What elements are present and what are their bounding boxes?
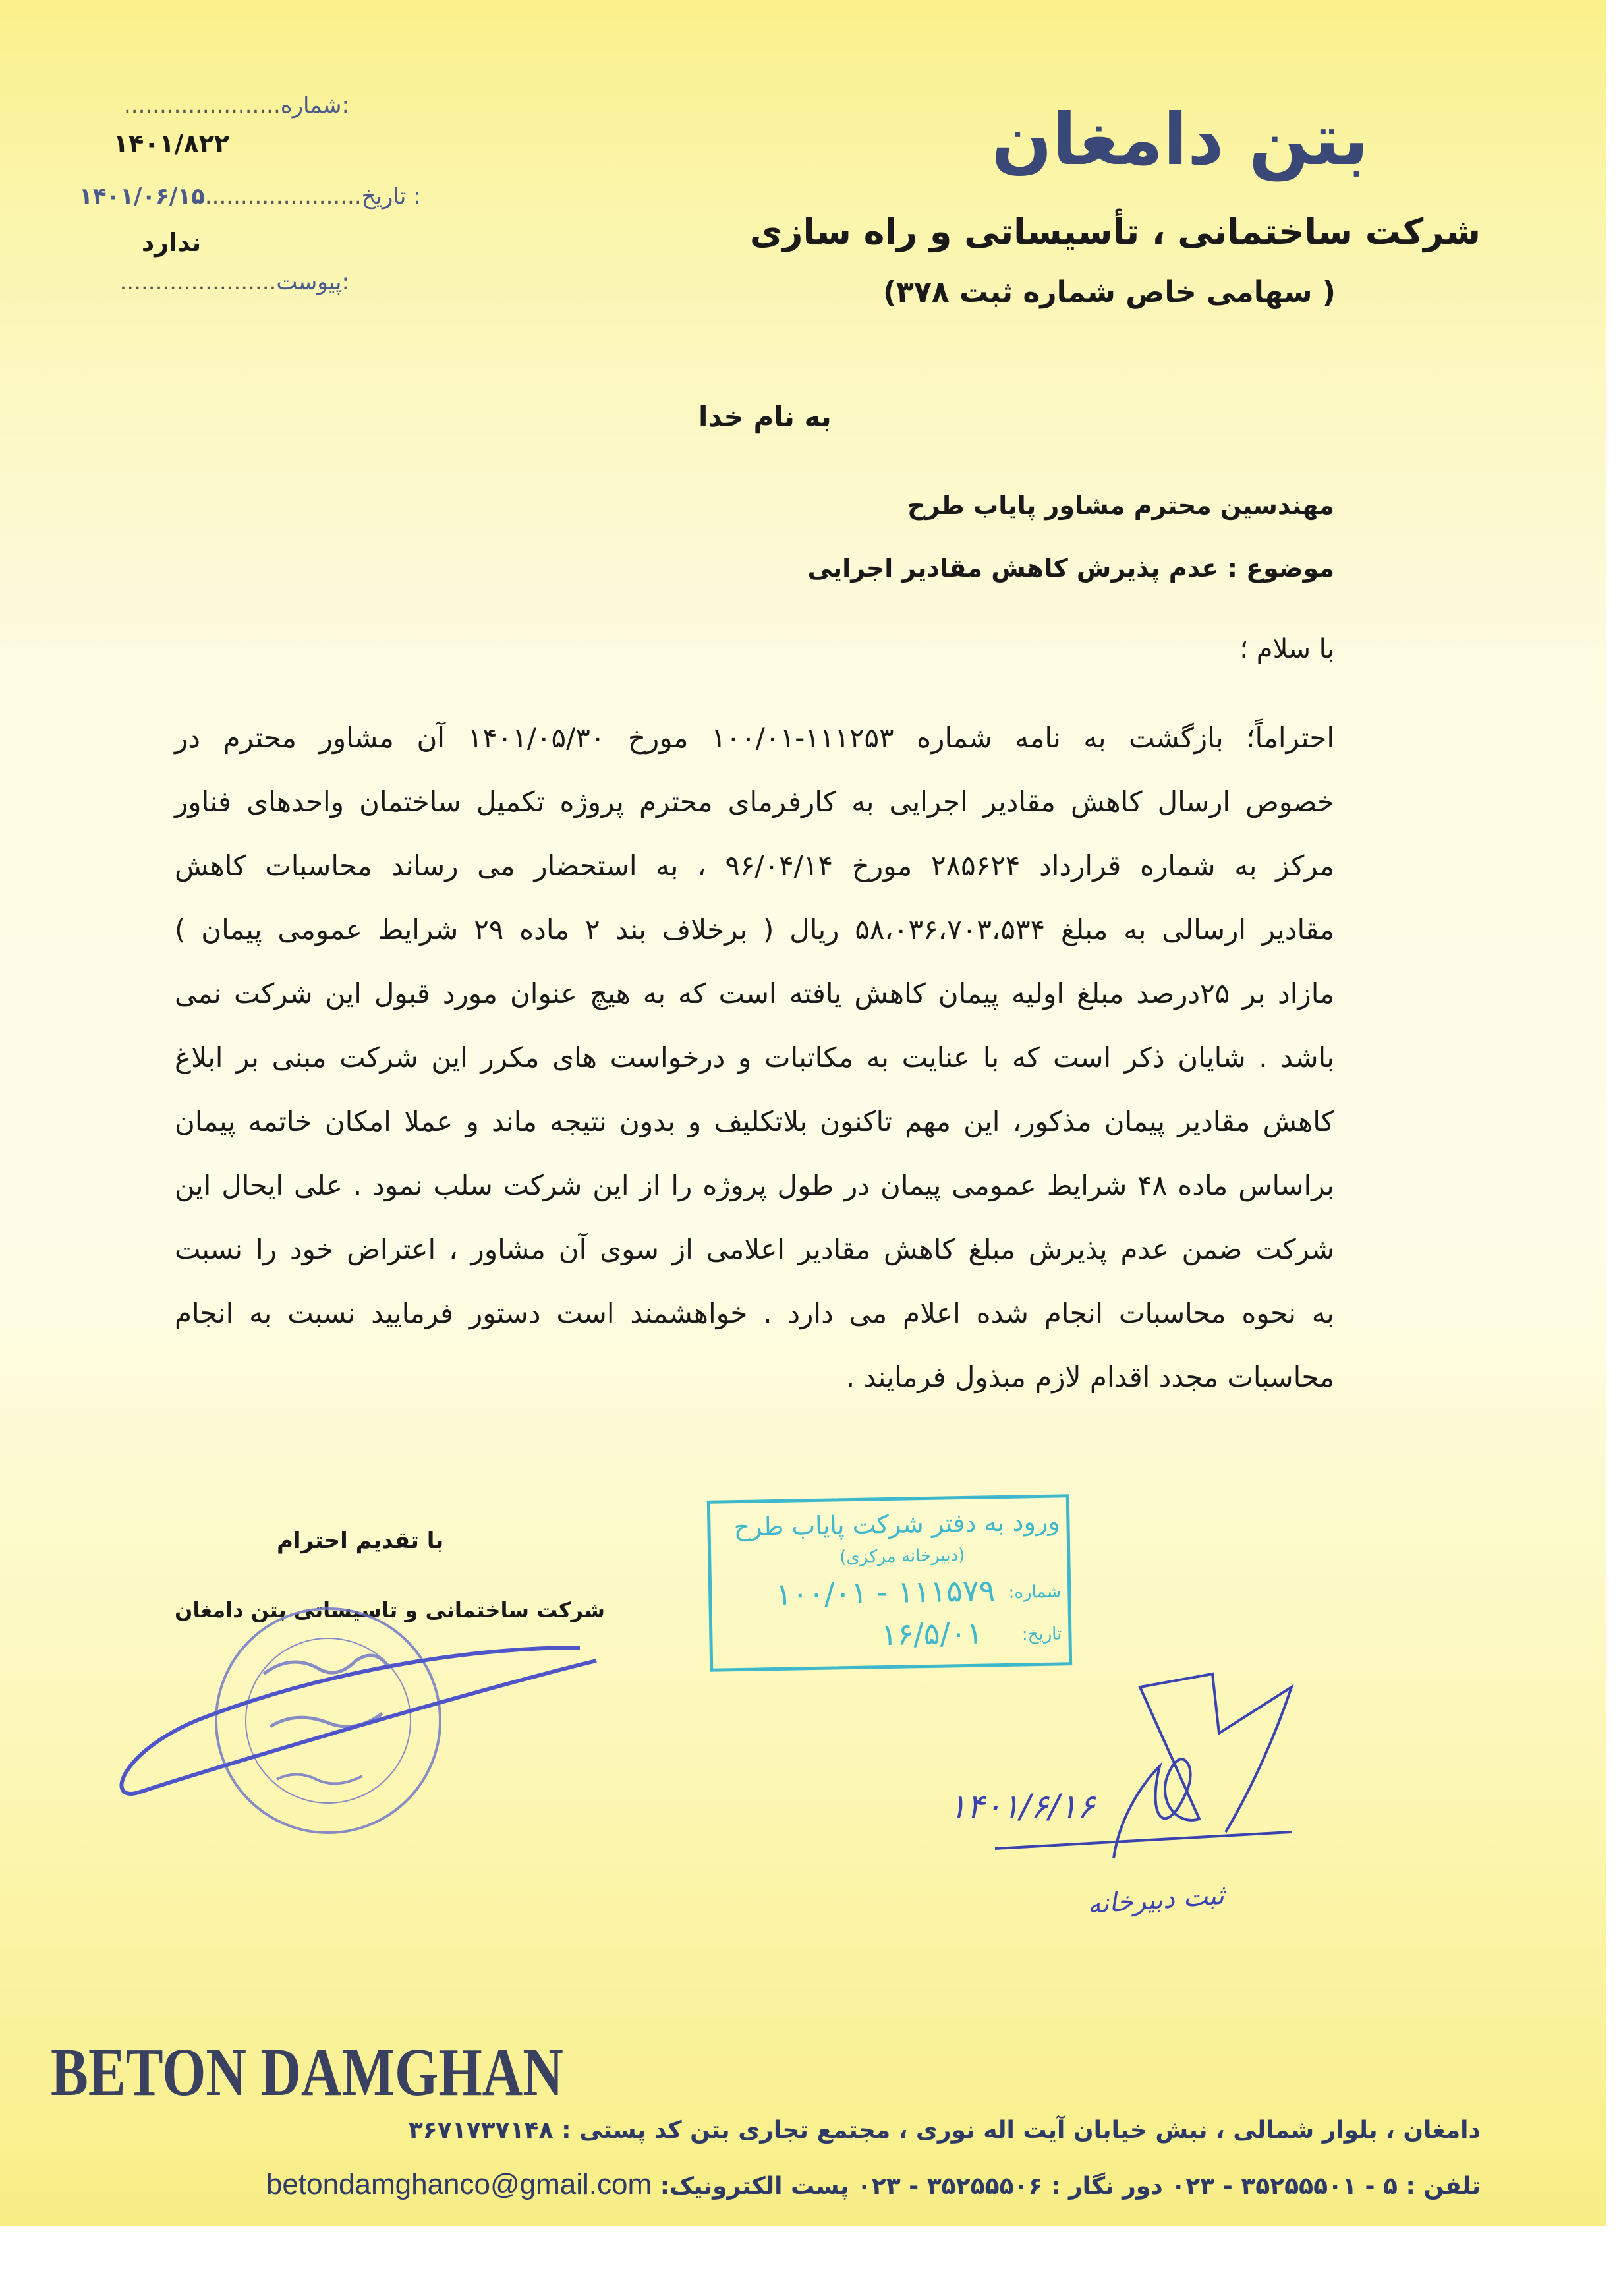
receipt-stamp	[707, 1494, 1072, 1672]
greeting: با سلام ؛	[1239, 634, 1334, 664]
registration-number: ( سهامی خاص شماره ثبت ۳۷۸)	[882, 275, 1336, 309]
body-line: به نحوه محاسبات انجام شده اعلام می دارد . خواهشمند است دستور فرمایید نسبت به انجام	[175, 1297, 1334, 1329]
dots: ......................	[124, 92, 281, 119]
stamp-date-value: ۱۶/۵/۰۱	[880, 1615, 983, 1653]
body-line: براساس ماده ۴۸ شرایط عمومی پیمان در طول پروژه را از این شرکت سلب نمود . علی ایحال این	[175, 1169, 1334, 1201]
body-line: خصوص ارسال کاهش مقادیر اجرایی به کارفرمای محترم پروژه تکمیل ساختمان واحدهای فناور	[175, 786, 1334, 818]
body-line: شرکت ضمن عدم پذیرش مبلغ کاهش مقادیر اعلامی از سوی آن مشاور ، اعتراض خود را نسبت	[175, 1233, 1334, 1265]
footer-contact	[266, 2168, 1481, 2201]
handwritten-note: ثبت دبیرخانه	[1086, 1880, 1226, 1920]
date-value: ۱۴۰۱/۰۶/۱۵	[79, 183, 205, 210]
body-line: باشد . شایان ذکر است که با عنایت به مکاتبات و درخواست های مکرر این شرکت مبنی بر ابلاغ	[175, 1041, 1334, 1074]
footer-address: دامغان ، بلوار شمالی ، نبش خیابان آیت اله نوری ، مجتمع تجاری بتن کد پستی : ۳۶۷۱۷۳۷۱۴۸	[408, 2117, 1481, 2144]
number-label: شماره:	[280, 92, 349, 119]
dots: ......................	[119, 269, 277, 295]
date-label: تاریخ :	[361, 183, 421, 210]
stamp-title: ورود به دفتر شرکت پایاب طرح	[733, 1507, 1060, 1542]
company-name-logo: بتن دامغان	[991, 99, 1369, 181]
stamp-subtitle: (دبیرخانه مرکزی)	[839, 1545, 965, 1568]
body-line: کاهش مقادیر پیمان مذکور، این مهم تاکنون بلاتکلیف و بدون نتیجه ماند و عملا امکان خاتمه پیمان	[175, 1105, 1334, 1137]
dots: ......................	[204, 183, 362, 210]
subject: موضوع : عدم پذیرش کاهش مقادیر اجرایی	[807, 554, 1334, 583]
company-type: شرکت ساختمانی ، تأسیساتی و راه سازی	[749, 211, 1481, 252]
body-line: احتراماً؛ بازگشت به نامه شماره ۱۱۱۲۵۳-۱۰۰/۰۱ مورخ ۱۴۰۱/۰۵/۳۰ آن مشاور محترم در	[175, 722, 1334, 754]
stamp-number-label: شماره:	[1008, 1582, 1062, 1603]
number-value: ۱۴۰۱/۸۲۲	[113, 129, 230, 158]
footer-email[interactable]: betondamghanco@gmail.com	[266, 2168, 652, 2200]
company-seal	[216, 1609, 440, 1833]
attachment-value: ندارد	[141, 228, 202, 257]
body-line: محاسبات مجدد اقدام لازم مبذول فرمایند .	[845, 1361, 1334, 1393]
footer-logo: BETON DAMGHAN	[51, 2034, 563, 2110]
handwritten-date: ۱۴۰۱/۶/۱۶	[949, 1787, 1095, 1825]
stamp-number-value: ۱۰۰/۰۱ - ۱۱۱۵۷۹	[775, 1572, 996, 1613]
footer-phone: تلفن : ۵ - ۳۵۲۵۵۵۰۱ - ۰۲۳ دور نگار : ۳۵۲۵۵۵۰۶ - ۰۲۳ پست الکترونیک:	[660, 2173, 1481, 2200]
body-line: مرکز به شماره قرارداد ۲۸۵۶۲۴ مورخ ۹۶/۰۴/۱۴ ، به استحضار می رساند محاسبات کاهش	[175, 849, 1335, 882]
handwritten-signature-icon	[995, 1674, 1292, 1858]
signatory: شرکت ساختمانی و تاسیساتی بتن دامغان	[175, 1597, 605, 1622]
addressee: مهندسین محترم مشاور پایاب طرح	[907, 491, 1334, 520]
body-line: مازاد بر ۲۵درصد مبلغ اولیه پیمان کاهش یافته است که به هیچ عنوان مورد قبول این شرکت نمی	[175, 977, 1334, 1010]
signature-stroke-icon	[121, 1648, 596, 1794]
body-line: مقادیر ارسالی به مبلغ ۵۸،۰۳۶،۷۰۳،۵۳۴ ریال ( برخلاف بند ۲ ماده ۲۹ شرایط عمومی پیمان )	[175, 913, 1334, 946]
attachment-label: پیوست:	[276, 269, 349, 295]
invocation: به نام خدا	[698, 401, 832, 433]
stamp-date-label: تاریخ:	[1021, 1624, 1062, 1645]
closing: با تقدیم احترام	[277, 1528, 444, 1554]
